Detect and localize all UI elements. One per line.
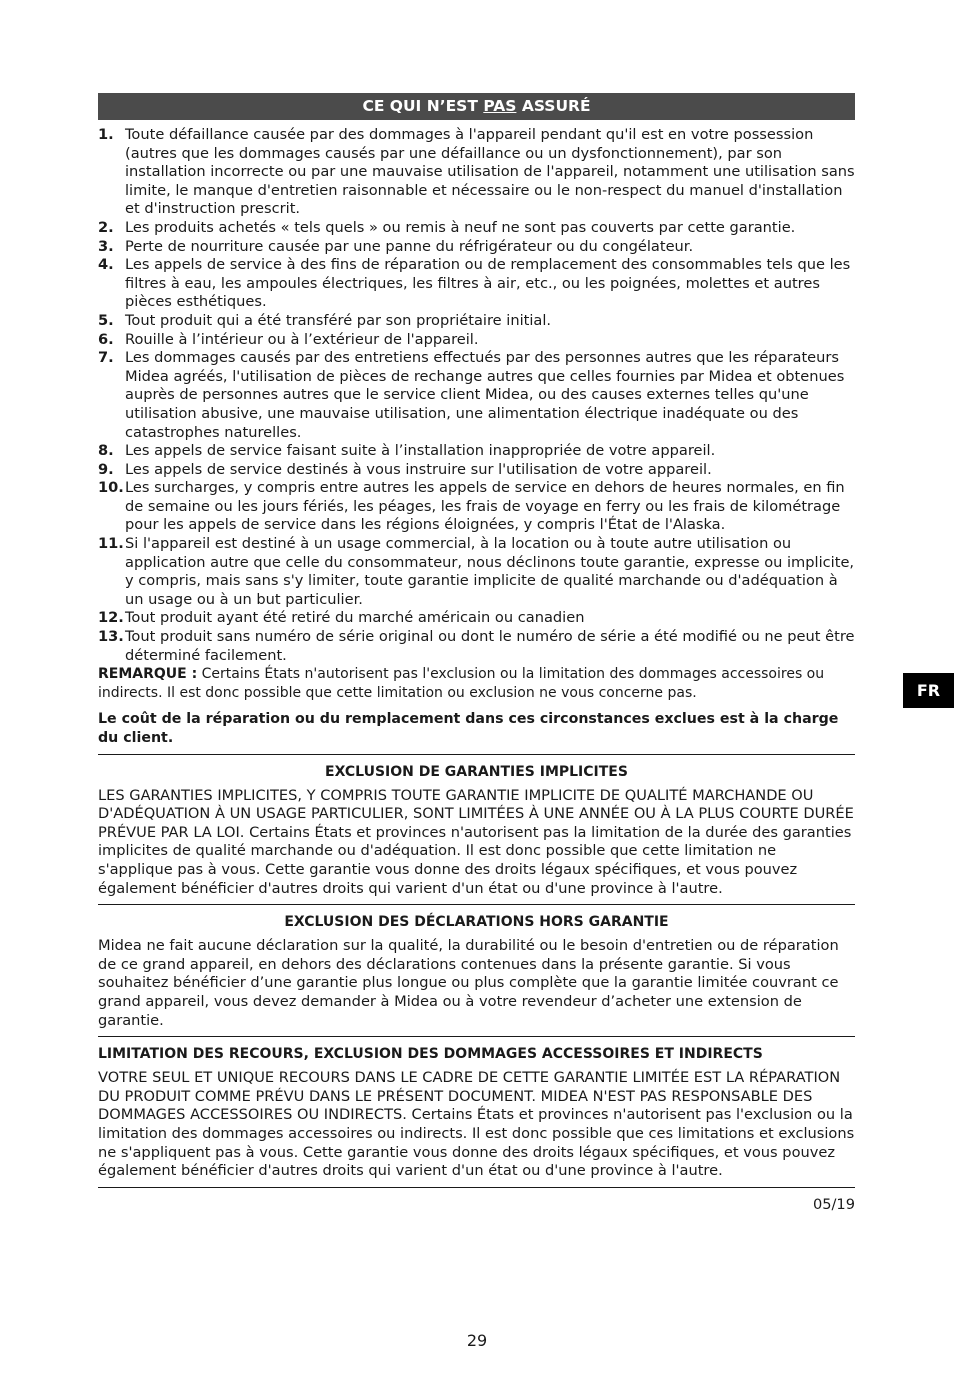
item-text: Perte de nourriture causée par une panne du réfrigérateur ou du congélateur. [125,237,694,255]
list-item [98,609,855,628]
remark-label: REMARQUE : [98,666,198,683]
item-text: Les dommages causés par des entretiens effectués par des personnes autres que les réparateurs Midea agréés, l'utilisation de pièces de rechange autres que celles fournies par Midea et obtenues auprès de personnes autres que le service client Midea, ou des causes externes telles qu'une utilisation abusive, une mauvaise utilisation, une alimentation électrique inadéquate ou des catastrophes naturelles. [125,349,845,441]
list-item [98,331,855,350]
list-item [98,238,855,257]
list-item [98,479,855,535]
implied-warranty-body: LES GARANTIES IMPLICITES, Y COMPRIS TOUTE GARANTIE IMPLICITE DE QUALITÉ MARCHANDE OU D'ADÉQUATION À UN USAGE PARTICULIER, SONT LIMITÉES À UNE ANNÉE OU À LA PLUS COURTE DURÉE PRÉVUE PAR LA LOI. Certains États et provinces n'autorisent pas la limitation de la durée des garanties implicites de qualité marchande ou d'adéquation. Il est donc possible que cette limitation ne s'applique pas à vous. Cette garantie vous donne des droits légaux spécifiques, et vous pouvez également bénéficier d'autres droits qui varient d'un état ou d'une province à l'autre. [98,787,855,906]
remedies-body: VOTRE SEUL ET UNIQUE RECOURS DANS LE CADRE DE CETTE GARANTIE LIMITÉE EST LA RÉPARATION DU PRODUIT COMME PRÉVU DANS LE PRÉSENT DOCUMENT. MIDEA N'EST PAS RESPONSABLE DES DOMMAGES ACCESSOIRES OU INDIRECTS. Certains États et provinces n'autorisent pas l'exclusion ou la limitation des dommages accessoires ou indirects. Il est donc possible que ces limitations et exclusions ne s'appliquent pas à vous. Cette garantie vous donne des droits légaux spécifiques, et vous pouvez également bénéficier d'autres droits qui varient d'un état ou d'une province à l'autre. [98,1069,855,1188]
title-post: ASSURÉ [516,97,591,115]
item-number: 7. [98,349,114,367]
item-number: 12. [98,609,124,627]
list-item [98,535,855,609]
item-number: 5. [98,311,114,329]
cost-note: Le coût de la réparation ou du remplacement dans ces circonstances exclues est à la charge du client. [98,710,855,754]
item-text: Les surcharges, y compris entre autres les appels de service en dehors de heures normales, en fin de semaine ou les jours fériés, les péages, les frais de voyage en ferry ou les frais de kilométrage pour les appels de service dans les régions éloignées, y compris l'État de l'Alaska. [125,479,845,534]
item-text: Si l'appareil est destiné à un usage commercial, à la location ou à toute autre utilisation ou application autre que celle du consommateur, nous déclinons toute garantie, expresse ou implicite, y compris, mais sans s'y limiter, toute garantie implicite de qualité marchande ou d'adéquation à un usage ou à un but particulier. [125,535,855,608]
title-pas: PAS [483,97,517,115]
item-text: Tout produit ayant été retiré du marché américain ou canadien [125,609,585,627]
item-text: Les appels de service à des fins de réparation ou de remplacement des consommables tels que les filtres à eau, les ampoules électriques, les filtres à air, etc., ou les poignées, molettes et autres pièces esthétiques. [125,256,851,311]
list-item [98,256,855,312]
list-item [98,461,855,480]
item-number: 2. [98,218,114,236]
item-text: Les produits achetés « tels quels » ou remis à neuf ne sont pas couverts par cette garantie. [125,218,796,236]
item-text: Tout produit qui a été transféré par son propriétaire initial. [125,311,552,329]
item-number: 10. [98,479,124,497]
title-pre: CE QUI N’EST [362,97,484,115]
item-text: Tout produit sans numéro de série original ou dont le numéro de série a été modifié ou ne peut être déterminé facilement. [125,628,855,664]
item-text: Les appels de service faisant suite à l’installation inappropriée de votre appareil. [125,442,716,460]
list-item [98,628,855,665]
revision-date: 05/19 [812,1195,855,1213]
item-text: Toute défaillance causée par des dommages à l'appareil pendant qu'il est en votre possession (autres que les dommages causés par une défaillance ou un dysfonctionnement), par son installation incorrecte ou par une mauvaise utilisation de l'appareil, notamment une utilisation sans limite, le manque d'entretien raisonnable et nécessaire ou le non-respect du manuel d'installation et d'instruction prescrit. [125,126,855,218]
list-item [98,126,855,219]
page-content [98,93,855,1213]
item-number: 4. [98,256,114,274]
item-number: 6. [98,330,114,348]
section-title-not-covered [98,93,855,120]
item-number: 1. [98,126,114,143]
list-item [98,349,855,442]
remark-text: Certains États n'autorisent pas l'exclusion ou la limitation des dommages accessoires ou indirects. Il est donc possible que cette limitation ou exclusion ne vous concerne pas. [98,666,825,701]
remark-note [98,665,855,702]
exclusions-list [98,126,855,665]
list-item [98,442,855,461]
item-number: 11. [98,535,124,553]
item-number: 9. [98,460,114,478]
item-number: 13. [98,628,124,646]
item-number: 3. [98,237,114,255]
implied-warranty-heading: EXCLUSION DE GARANTIES IMPLICITES [325,763,628,780]
item-text: Les appels de service destinés à vous instruire sur l'utilisation de votre appareil. [125,460,712,478]
item-text: Rouille à l’intérieur ou à l’extérieur de l'appareil. [125,330,479,348]
item-number: 8. [98,442,114,460]
representations-heading: EXCLUSION DES DÉCLARATIONS HORS GARANTIE [284,914,669,931]
list-item [98,219,855,238]
representations-body: Midea ne fait aucune déclaration sur la qualité, la durabilité ou le besoin d'entretien ou de réparation de ce grand appareil, en dehors des déclarations contenues dans la présente garantie. Si vous souhaitez bénéficier d’une garantie plus longue ou plus complète que la garantie limitée couvrant ce grand appareil, vous devez demander à Midea ou à votre revendeur d’acheter une extension de garantie. [98,937,855,1037]
page-number: 29 [466,1331,488,1350]
list-item [98,312,855,331]
language-tab: FR [903,673,954,708]
remedies-heading: LIMITATION DES RECOURS, EXCLUSION DES DOMMAGES ACCESSOIRES ET INDIRECTS [98,1046,763,1063]
